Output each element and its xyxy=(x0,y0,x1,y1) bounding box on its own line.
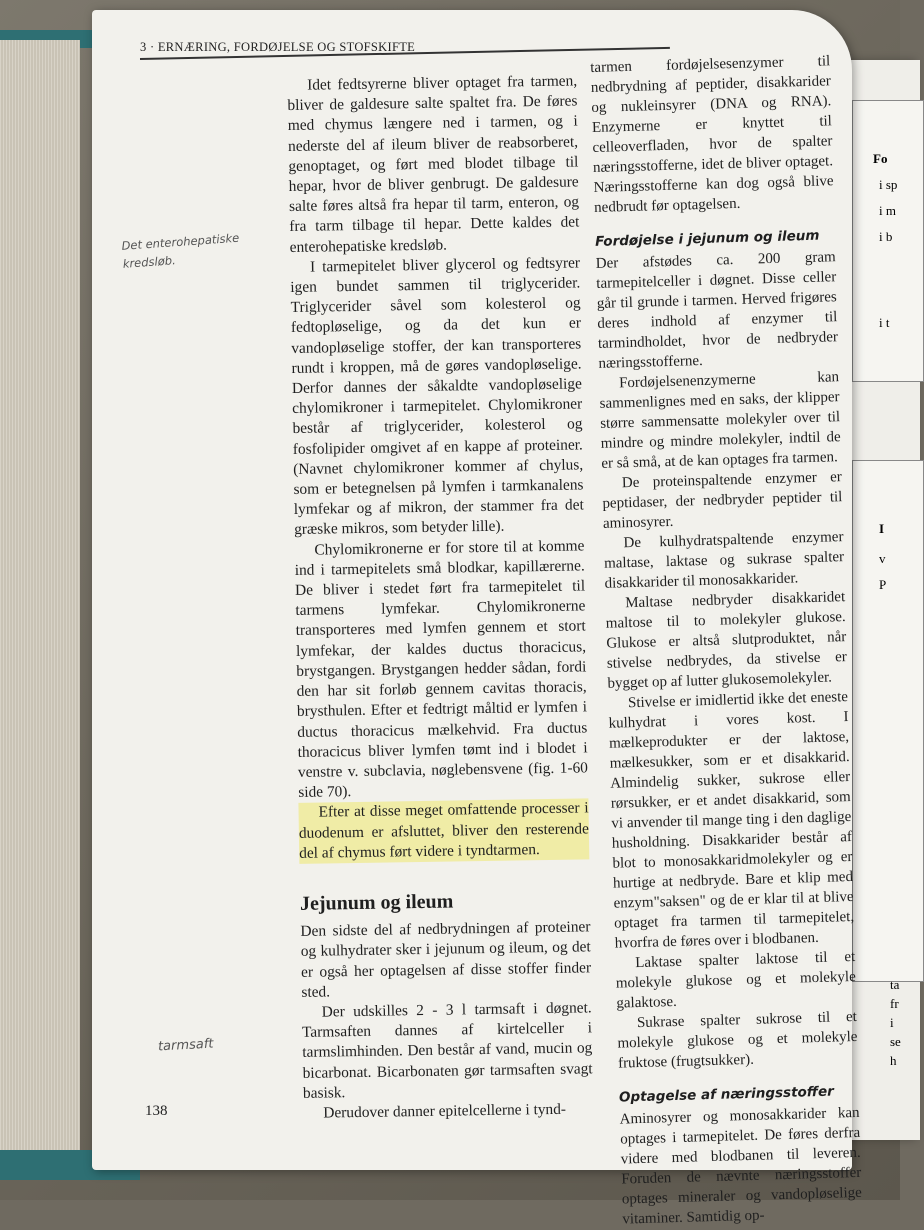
facing-snippet: se xyxy=(890,1034,901,1049)
paragraph: Sukrase spalter sukrose til et molekyle glukose og et molekyle fruktose (frugtsukker). xyxy=(617,1008,858,1072)
facing-snippet: Fo xyxy=(873,151,888,166)
paragraph: Stivelse er imidlertid ikke det eneste kulhydrat i vores kost. I mælkeprodukter er der laktose, mælkesukker, som er et disakkarid. Almindelig sukker, sukrose eller rørsukker, er et andet disakkarid, som vi anvender til mange ting i den daglige husholdning. Disakkarider består af blot to monosakkaridmolekyler og er hurtige at nedbryde. Bare et klip med enzym"saksen" og de er klar til at blive optaget fra tarmen til tarmepitelet, hvorfra de føres over i blodbanen. xyxy=(608,689,855,952)
facing-snippet: i sp xyxy=(879,177,898,192)
facing-snippet: i m xyxy=(879,203,896,218)
paragraph: Aminosyrer og monosakkarider kan optages i tarmepitelet. De føres derfra videre med blodbanen til leveren. Foruden de nævnte næringsstoffer optages mineraler og vandopløselige vitaminer. Samtidig op- xyxy=(619,1104,863,1228)
facing-snippet: P xyxy=(879,577,887,592)
right-column xyxy=(590,51,863,1229)
book-page-stack xyxy=(0,40,80,1170)
paragraph: Der afstødes ca. 200 gram tarmepitelceller i døgnet. Disse celler går til grunde i tarmen. Herved frigøres deres indhold af enzymer til tarmindholdet, hvor de nedbryder næringsstofferne. xyxy=(595,249,839,372)
facing-snippet: ta xyxy=(890,977,900,992)
subheading: Optagelse af næringsstoffer xyxy=(618,1083,835,1106)
facing-snippet: i t xyxy=(879,315,890,330)
paragraph: De proteinspaltende enzymer er peptidaser, der nedbryder peptider til aminosyrer. xyxy=(602,469,843,532)
facing-snippet: i xyxy=(890,1015,894,1030)
paragraph: Fordøjelsenenzymerne kan sammenlignes med en saks, der klipper større sammensatte molekyler over til mindre og mindre molekyler, indtil de er så små, at de kan optages fra tarmen. xyxy=(599,369,841,472)
running-header: 3 · ERNÆRING, FORDØJELSE OG STOFSKIFTE xyxy=(140,40,416,54)
left-column xyxy=(287,71,593,1124)
paragraph: Chylomikronerne er for store til at komme ind i tarmepitelets små blodkar, kapillærerne. De bliver i stedet ført fra tarmepitelet til tarmens lymfekar. Chylomikronerne transporteres med lymfen gennem et stort lymfekar, der kaldes ductus thoracicus, brystgangen. Brystgangen hedder sådan, fordi den har sit forløb gennem cavitas thoracis, brysthulen. Efter et fedtrigt måltid er lymfen i ductus thoracicus mælkehvid. Fra ductus thoracicus bliver lymfen tømt ind i blodet i venstre v. subclavia, nøglebensvene (fig. 1-60 side 70). xyxy=(294,537,589,802)
paragraph: Der udskilles 2 - 3 l tarmsaft i døgnet. Tarmsaften dannes af kirtelceller i tarmslimhinden. Den består af vand, mucin og bicarbonat. Bicarbonaten gør tarmsaften svagt basisk. xyxy=(301,999,593,1102)
paragraph: Maltase nedbryder disakkaridet maltose til to molekyler glukose. Glukose er altså slutproduktet, når stivelse nedbrydes, da stivelse er bygget op af lutter glukosemolekyler. xyxy=(605,589,848,692)
paragraph-highlighted: Efter at disse meget omfattende processer i duodenum er afsluttet, bliver den resterende del af chymus ført videre i tyndtarmen. xyxy=(298,799,589,864)
facing-snippet: h xyxy=(890,1053,897,1068)
paragraph: tarmen fordøjelsesenzymer til nedbrydning af peptider, disakkarider og nukleinsyrer (DNA og RNA). Enzymerne er knyttet til celleoverfladen, hvor de spalter næringsstofferne, idet de bliver optaget. Næringsstofferne kan dog også blive nedbrudt før optagelsen. xyxy=(590,53,834,216)
facing-snippet: v xyxy=(879,551,886,566)
section-heading: Jejunum og ileum xyxy=(299,890,454,915)
facing-page-table xyxy=(852,460,924,982)
paragraph: De kulhydratspaltende enzymer maltase, laktase og sukrase spalter disakkarider til monosakkarider. xyxy=(603,529,845,592)
handwritten-margin-note: Det enterohepatiske kredsløb. xyxy=(121,230,240,271)
facing-page-text xyxy=(890,975,901,1070)
facing-snippet: fr xyxy=(890,996,899,1011)
handwritten-margin-note: tarmsaft xyxy=(157,1036,214,1055)
paragraph: Laktase spalter laktose til et molekyle glukose og et molekyle galaktose. xyxy=(615,948,856,1012)
subheading: Fordøjelse i jejunum og ileum xyxy=(594,227,820,250)
page-number: 138 xyxy=(145,1103,168,1119)
book-page xyxy=(92,10,863,1228)
facing-page-table xyxy=(852,100,924,382)
paragraph: Idet fedtsyrerne bliver optaget fra tarmen, bliver de galdesure salte spaltet fra. De føres med chymus længere ned i tarmen, og i nederste del af ileum bliver de reabsorberet, genoptaget, og ført med blodet tilbage til hepar, hvor de bliver genbrugt. De galdesure salte føres altså fra hepar til tarm, enteron, og fra tarm tilbage til hepar. Dette kaldes det enterohepatiske kredsløb. xyxy=(287,72,580,256)
paragraph: Derudover danner epitelcellerne i tynd- xyxy=(323,1100,567,1122)
facing-snippet: I xyxy=(879,521,885,536)
facing-snippet: i b xyxy=(879,229,893,244)
paragraph: I tarmepitelet bliver glycerol og fedtsyrer igen bundet sammen til triglycerider. Triglycerider såvel som kolesterol og fedtopløselige, og da det kun er vandopløselige stoffer, der kan transporteres rundt i kroppen, må de gøres vandopløselige. Derfor dannes der såkaldte vandopløselige chylomikroner i tarmepitelet. Chylomikroner består af triglycerider, kolesterol og fosfolipider omgivet af en kappe af proteiner. (Navnet chylomikroner kommer af chylus, som er betegnelsen på lymfen i tarmkanalens lymfekar og af mikron, der stammer fra det græske mikros, som betyder lille). xyxy=(290,254,584,539)
paragraph: Den sidste del af nedbrydningen af proteiner og kulhydrater sker i jejunum og ileum, og det er også her optagelsen af disse stoffer finder sted. xyxy=(300,918,592,1001)
